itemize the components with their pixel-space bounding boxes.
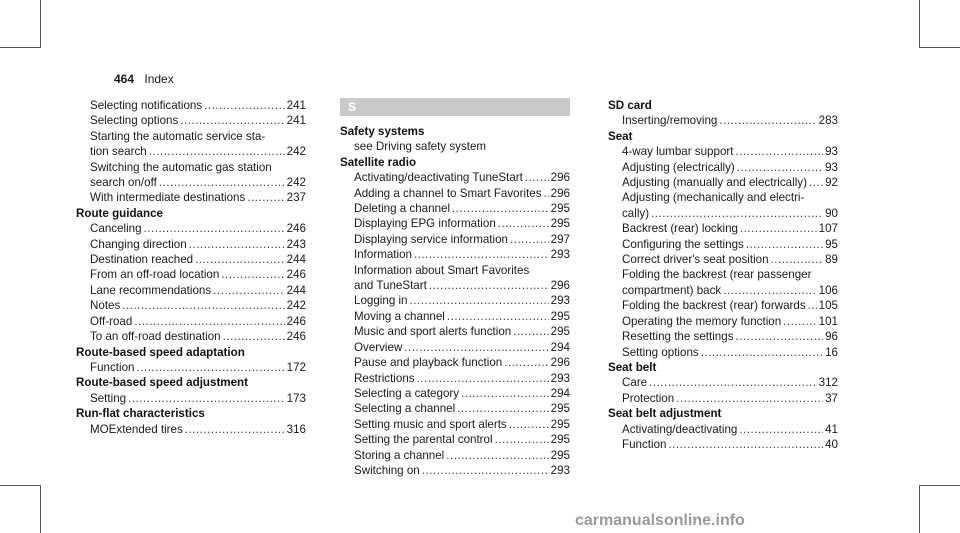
crop-mark (919, 485, 960, 486)
dot-leader (417, 371, 549, 386)
page-ref[interactable]: 243 (286, 237, 306, 251)
dot-leader (122, 298, 284, 313)
entry-text: Adjusting (manually and electrically) (622, 176, 807, 190)
index-entry[interactable] (76, 190, 306, 205)
index-entry[interactable] (76, 237, 306, 252)
entry-text: compartment) back (622, 283, 722, 297)
dot-leader (668, 437, 823, 452)
entry-text: Setting music and sport alerts (354, 417, 507, 431)
entry-text: Care (622, 376, 648, 390)
entry-text: Adding a channel to Smart Favorites (354, 186, 542, 200)
dot-leader (189, 237, 285, 252)
section-title: Index (144, 72, 174, 86)
page-ref[interactable]: 295 (550, 402, 570, 416)
entry-text: Deleting a channel (354, 202, 451, 216)
dot-leader (771, 252, 824, 267)
dot-leader (213, 283, 284, 298)
entry-text: Overview (354, 340, 403, 354)
dot-leader (195, 252, 285, 267)
page-ref[interactable]: 241 (286, 114, 306, 128)
dot-leader (404, 340, 548, 355)
index-entry[interactable] (608, 283, 838, 298)
dot-leader (457, 401, 548, 416)
page-ref[interactable]: 172 (286, 360, 306, 374)
dot-leader (134, 314, 284, 329)
crop-mark (0, 485, 40, 486)
entry-text: Storing a channel (354, 448, 445, 462)
entry-text: cally) (622, 206, 650, 220)
index-entry[interactable] (76, 314, 306, 329)
dot-leader (136, 360, 284, 375)
entry-text: Selecting a category (354, 386, 460, 400)
entry-text: Changing direction (90, 237, 187, 251)
index-entry[interactable] (340, 232, 570, 247)
entry-text: Displaying service information (354, 232, 509, 246)
entry-text: Displaying EPG information (354, 217, 496, 231)
index-entry[interactable] (76, 329, 306, 344)
page-ref[interactable]: 293 (550, 371, 570, 385)
page-ref[interactable]: 106 (818, 283, 838, 297)
dot-leader (452, 201, 549, 216)
entry-text: MOExtended tires (90, 422, 183, 436)
index-entry[interactable] (608, 391, 838, 406)
index-heading: Route guidance (76, 206, 163, 220)
index-entry[interactable] (76, 98, 306, 113)
page-ref[interactable]: 297 (550, 232, 570, 246)
index-heading: Safety systems (340, 125, 425, 138)
index-entry[interactable] (608, 314, 838, 329)
index-entry[interactable] (340, 371, 570, 386)
page-ref[interactable]: 241 (286, 99, 306, 112)
dot-leader (719, 113, 816, 128)
index-entry[interactable] (608, 237, 838, 252)
index-entry[interactable] (76, 283, 306, 298)
dot-leader (701, 345, 823, 360)
dot-leader (223, 329, 285, 344)
entry-text: Inserting/removing (622, 114, 718, 128)
entry-text-continued: Folding the backrest (rear passenger (622, 268, 812, 282)
dot-leader (649, 375, 817, 390)
page-ref[interactable]: 246 (286, 330, 306, 344)
dot-leader (410, 293, 549, 308)
index-column-1 (76, 98, 306, 437)
entry-text: Resetting the settings (622, 330, 734, 344)
index-entry[interactable] (76, 298, 306, 313)
crop-mark (919, 47, 960, 48)
index-heading: Run-flat characteristics (76, 407, 205, 421)
entry-text: Information (354, 248, 412, 262)
page-ref[interactable]: 293 (550, 463, 570, 477)
page-ref[interactable]: 295 (550, 217, 570, 231)
dot-leader (739, 422, 823, 437)
index-entry[interactable] (340, 216, 570, 231)
entry-text-continued: Starting the automatic service sta- (90, 129, 266, 143)
page-ref[interactable]: 246 (286, 222, 306, 236)
index-entry[interactable] (608, 375, 838, 390)
entry-text: Canceling (90, 222, 142, 236)
page-ref[interactable]: 89 (825, 253, 838, 267)
page-ref[interactable]: 37 (825, 391, 838, 405)
index-entry[interactable] (340, 432, 570, 447)
entry-text: Switching on (354, 463, 420, 477)
entry-text-continued: Switching the automatic gas station (90, 160, 272, 174)
dot-leader (504, 355, 548, 370)
index-entry[interactable] (340, 401, 570, 416)
dot-leader (429, 278, 549, 293)
index-entry[interactable] (340, 247, 570, 262)
entry-text-continued: Adjusting (mechanically and electri- (622, 191, 805, 205)
page-ref[interactable]: 296 (550, 171, 570, 185)
crop-mark (40, 485, 41, 533)
page-ref[interactable]: 93 (825, 160, 838, 174)
page-ref[interactable]: 92 (825, 176, 838, 190)
index-entry[interactable] (608, 113, 838, 128)
crop-mark (0, 47, 40, 48)
crop-mark (919, 485, 920, 533)
dot-leader (509, 417, 549, 432)
dot-leader (495, 432, 549, 447)
page-ref[interactable]: 316 (286, 422, 306, 436)
page-ref[interactable]: 296 (550, 186, 570, 200)
index-entry[interactable] (608, 252, 838, 267)
index-entry[interactable] (340, 386, 570, 401)
index-entry[interactable] (608, 175, 838, 190)
see-reference: see Driving safety system (354, 140, 487, 154)
index-entry[interactable] (608, 437, 838, 452)
page-ref[interactable]: 294 (550, 340, 570, 354)
dot-leader (676, 391, 823, 406)
dot-leader (204, 98, 285, 113)
dot-leader (544, 186, 549, 201)
entry-text: Destination reached (90, 253, 194, 267)
dot-leader (185, 422, 285, 437)
entry-text: Setting options (622, 345, 699, 359)
entry-text: Adjusting (electrically) (622, 160, 735, 174)
entry-text: Protection (622, 391, 675, 405)
entry-text: Function (90, 360, 135, 374)
index-entry[interactable] (76, 391, 306, 406)
entry-text: Setting (90, 391, 127, 405)
index-entry[interactable] (608, 422, 838, 437)
dot-leader (247, 190, 284, 205)
dot-leader (737, 160, 823, 175)
entry-text: Notes (90, 299, 121, 313)
entry-text: Setting the parental control (354, 433, 493, 447)
dot-leader (446, 448, 548, 463)
entry-text: Off-road (90, 314, 133, 328)
page-ref[interactable]: 296 (550, 356, 570, 370)
entry-text: Function (622, 437, 667, 451)
dot-leader (783, 314, 816, 329)
page-ref[interactable]: 40 (825, 437, 838, 451)
page-ref[interactable]: 173 (286, 391, 306, 405)
dot-leader (735, 144, 823, 159)
page-header (114, 72, 174, 86)
index-heading: Seat (608, 129, 633, 143)
index-entry[interactable] (340, 355, 570, 370)
dot-leader (498, 216, 549, 231)
index-entry[interactable] (340, 170, 570, 185)
page-ref[interactable]: 295 (550, 325, 570, 339)
page-ref[interactable]: 293 (550, 294, 570, 308)
index-entry[interactable] (340, 324, 570, 339)
index-entry[interactable] (76, 175, 306, 190)
entry-text: and TuneStart (354, 279, 427, 293)
page-ref[interactable]: 90 (825, 206, 838, 220)
page-ref[interactable]: 93 (825, 145, 838, 159)
index-heading: Seat belt adjustment (608, 407, 722, 421)
crop-mark (40, 0, 41, 48)
page-ref[interactable]: 105 (818, 299, 838, 313)
entry-text: tion search (90, 145, 147, 159)
dot-leader (736, 329, 824, 344)
index-entry[interactable] (76, 113, 306, 128)
dot-leader (149, 144, 285, 159)
dot-leader (723, 283, 816, 298)
dot-leader (128, 391, 285, 406)
dot-leader (740, 221, 817, 236)
dot-leader (513, 324, 548, 339)
page-ref[interactable]: 242 (286, 176, 306, 190)
entry-text: Selecting a channel (354, 402, 456, 416)
page-ref[interactable]: 242 (286, 299, 306, 313)
dot-leader (808, 298, 817, 313)
page-ref[interactable]: 101 (818, 314, 838, 328)
index-column-3 (608, 98, 838, 452)
entry-text: From an off-road location (90, 268, 220, 282)
entry-text: Backrest (rear) locking (622, 222, 738, 236)
entry-text-continued: Information about Smart Favorites (354, 263, 530, 277)
index-entry[interactable] (76, 144, 306, 159)
letter-heading: S (340, 98, 570, 116)
entry-text: Logging in (354, 294, 408, 308)
page-ref[interactable]: 283 (818, 114, 838, 128)
dot-leader (461, 386, 549, 401)
page-ref[interactable]: 242 (286, 145, 306, 159)
entry-text: Pause and playback function (354, 356, 503, 370)
page-ref[interactable]: 312 (818, 376, 838, 390)
dot-leader (746, 237, 823, 252)
index-entry[interactable] (608, 345, 838, 360)
dot-leader (447, 309, 549, 324)
page-ref[interactable]: 293 (550, 248, 570, 262)
page-ref[interactable]: 246 (286, 268, 306, 282)
page-ref[interactable]: 237 (286, 191, 306, 205)
index-entry[interactable] (608, 160, 838, 175)
page-ref[interactable]: 295 (550, 417, 570, 431)
index-entry[interactable] (76, 221, 306, 236)
dot-leader (525, 170, 549, 185)
page-ref[interactable]: 295 (550, 448, 570, 462)
index-column-2-list (340, 124, 570, 478)
dot-leader (809, 175, 823, 190)
entry-text: Selecting notifications (90, 99, 203, 112)
page-ref[interactable]: 244 (286, 283, 306, 297)
index-entry[interactable] (340, 293, 570, 308)
entry-text: Restrictions (354, 371, 415, 385)
page-number: 464 (114, 72, 135, 86)
entry-text: Music and sport alerts function (354, 325, 512, 339)
page-ref[interactable]: 41 (825, 422, 838, 436)
index-entry[interactable] (76, 422, 306, 437)
index-heading: Satellite radio (340, 155, 417, 169)
page-ref[interactable]: 296 (550, 279, 570, 293)
entry-text: Operating the memory function (622, 314, 782, 328)
entry-text: Activating/deactivating TuneStart (354, 171, 523, 185)
index-heading: SD card (608, 99, 652, 112)
index-entry[interactable] (340, 309, 570, 324)
page-ref[interactable]: 95 (825, 237, 838, 251)
page-ref[interactable]: 295 (550, 202, 570, 216)
index-entry[interactable] (76, 252, 306, 267)
watermark: carmanualsonline.info (575, 512, 745, 529)
entry-text: Selecting options (90, 114, 179, 128)
index-entry[interactable] (340, 448, 570, 463)
page-ref[interactable]: 96 (825, 330, 838, 344)
entry-text: Configuring the settings (622, 237, 744, 251)
index-column-2 (340, 98, 570, 478)
entry-text: With intermediate destinations (90, 191, 246, 205)
index-entry[interactable] (340, 463, 570, 478)
page-ref[interactable]: 244 (286, 253, 306, 267)
index-entry[interactable] (340, 278, 570, 293)
dot-leader (221, 267, 284, 282)
page-ref[interactable]: 16 (825, 345, 838, 359)
index-entry[interactable] (340, 186, 570, 201)
index-entry[interactable] (608, 298, 838, 313)
dot-leader (422, 463, 549, 478)
index-entry[interactable] (340, 417, 570, 432)
crop-mark (919, 0, 920, 48)
dot-leader (180, 113, 284, 128)
dot-leader (510, 232, 549, 247)
dot-leader (651, 206, 823, 221)
entry-text: Activating/deactivating (622, 422, 738, 436)
index-entry[interactable] (608, 144, 838, 159)
dot-leader (159, 175, 285, 190)
index-heading: Seat belt (608, 360, 657, 374)
entry-text: search on/off (90, 176, 157, 190)
entry-text: Folding the backrest (rear) forwards (622, 299, 806, 313)
entry-text: Correct driver's seat position (622, 253, 769, 267)
index-entry[interactable] (76, 360, 306, 375)
index-entry[interactable] (608, 329, 838, 344)
page-ref[interactable]: 294 (550, 386, 570, 400)
page-ref[interactable]: 107 (818, 222, 838, 236)
entry-text: Moving a channel (354, 309, 445, 323)
index-heading: Route-based speed adjustment (76, 376, 249, 390)
entry-text: 4-way lumbar support (622, 145, 734, 159)
index-entry[interactable] (608, 221, 838, 236)
index-entry[interactable] (608, 206, 838, 221)
index-heading: Route-based speed adaptation (76, 345, 245, 359)
index-entry[interactable] (340, 201, 570, 216)
page-ref[interactable]: 295 (550, 309, 570, 323)
dot-leader (414, 247, 549, 262)
entry-text: Lane recommendations (90, 283, 212, 297)
index-entry[interactable] (340, 340, 570, 355)
page-ref[interactable]: 295 (550, 433, 570, 447)
index-entry[interactable] (76, 267, 306, 282)
dot-leader (144, 221, 285, 236)
page-ref[interactable]: 246 (286, 314, 306, 328)
entry-text: To an off-road destination (90, 330, 221, 344)
